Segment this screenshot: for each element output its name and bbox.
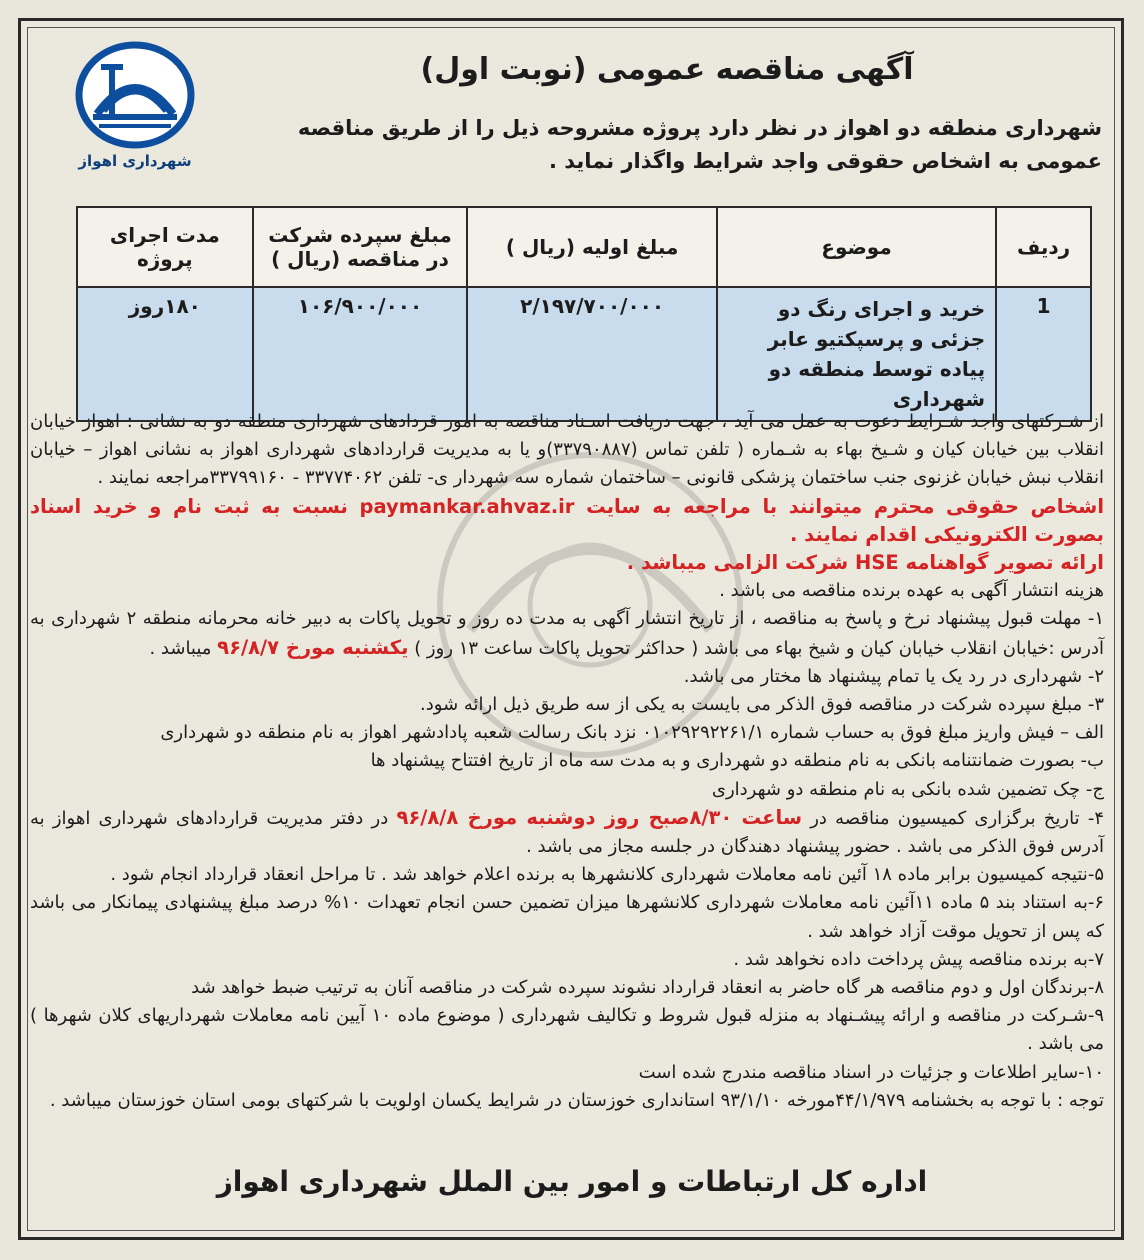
footer-signature: اداره کل ارتباطات و امور بین الملل شهرداری اهواز — [216, 1165, 928, 1198]
notice-body — [30, 408, 1104, 1115]
intro-text: شهرداری منطقه دو اهواز در نظر دارد پروژه مشروحه ذیل را از طریق مناقصه عمومی به اشخاص حقوقی واجد شرایط واگذار نماید . — [297, 116, 1102, 173]
item-6: ۶-به استناد بند ۵ ماده ۱۱آئین نامه معاملات شهرداری کلانشهرها میزان تضمین حسن انجام تعهدات ۱۰% درصد مبلغ پیشنهادی پیمانکار می باشد که پس از تحویل موقت آزاد خواهد شد . — [30, 892, 1105, 942]
item-3-a: الف – فیش واریز مبلغ فوق به حساب شماره ۰۱۰۲۹۲۹۲۲۶۱/۱ نزد بانک رسالت شعبه پادادشهر اهواز به نام منطقه دو شهرداری — [160, 722, 1104, 744]
paragraph-hse-requirement: ارائه تصویر گواهنامه HSE شرکت الزامی میباشد . — [626, 551, 1104, 575]
item-4-session-time: ساعت ۸/۳۰صبح روز دوشنبه مورخ ۹۶/۸/۸ — [396, 805, 802, 829]
page-title: آگهی مناقصه عمومی (نوبت اول) — [420, 52, 914, 87]
item-1-text: ۱- مهلت قبول پیشنهاد نرخ و پاسخ به مناقصه ، از تاریخ انتشار آگهی به مدت ده روز و تحویل پاکات به دبیر خانه محرمانه منطقه ۲ شهرداری به آدرس :خیابان انقلاب خیابان کیان و شیخ بهاء می باشد ( حداکثر تحویل پاکات ساعت ۱۳ روز ) — [30, 608, 1104, 659]
item-8: ۸-برندگان اول و دوم مناقصه هر گاه حاضر به انعقاد قرارداد نشوند سپرده شرکت در مناقصه آنان به ترتیب ضبط خواهد شد — [191, 977, 1104, 999]
cell-subject: خرید و اجرای رنگ دو جزئی و پرسپکتیو عابر پیاده توسط منطقه دو شهرداری — [717, 287, 996, 421]
cell-duration: ۱۸۰روز — [77, 287, 253, 421]
item-1 — [30, 605, 1104, 662]
col-header-subject: موضوع — [717, 207, 996, 287]
logo-caption: شهرداری اهواز — [78, 152, 192, 170]
tender-table — [76, 206, 1092, 422]
item-1-deadline: یکشنبه مورخ ۹۶/۸/۷ — [217, 635, 409, 659]
item-9: ۹-شـرکت در مناقصه و ارائه پیشـنهاد به منزله قبول شروط و تکالیف شهرداری ( موضوع ماده ۱۰ آیین نامه معاملات شهرداریهای کلان شهرها ) می باشد . — [30, 1005, 1104, 1055]
item-5: ۵-نتیجه کمیسیون برابر ماده ۱۸ آئین نامه معاملات شهرداری کلانشهرها به برنده اعلام خواهد شد . تا مراحل انعقاد قرارداد انجام شود . — [110, 864, 1104, 886]
note: توجه : با توجه به بخشنامه ۴۴/۱/۹۷۹مورخه ۹۳/۱/۱۰ استانداری خوزستان در شرایط یکسان اولویت با شرکتهای بومی استان خوزستان میباشد . — [49, 1089, 1104, 1111]
paragraph-cost: هزینه انتشار آگهی به عهده برنده مناقصه می باشد . — [719, 580, 1104, 602]
item-4-end: در دفتر مدیریت قراردادهای شهرداری اهواز به آدرس فوق الذکر می باشد . حضور پیشنهاد دهندگان در جلسه مجاز می باشد . — [30, 807, 1104, 858]
cell-deposit-amount: ۱۰۶/۹۰۰/۰۰۰ — [253, 287, 468, 421]
col-header-deposit-amount: مبلغ سپرده شرکت در مناقصه (ریال ) — [253, 207, 468, 287]
item-4 — [30, 804, 1104, 861]
item-2: ۲- شهرداری در رد یک یا تمام پیشنهاد ها مختار می باشد. — [683, 665, 1104, 687]
cell-row-number: 1 — [996, 287, 1091, 421]
item-3-b: ب- بصورت ضمانتنامه بانکی به نام منطقه دو شهرداری و به مدت سه ماه از تاریخ افتتاح پیشنهاد ها — [370, 750, 1104, 772]
table-row — [77, 287, 1091, 421]
bridge-logo-icon — [75, 40, 195, 150]
paragraph-online-registration: اشخاص حقوقی محترم میتوانند با مراجعه به سایت paymankar.ahvaz.ir نسبت به ثبت نام و خرید اسناد بصورت الکترونیکی اقدام نمایند . — [30, 494, 1105, 546]
item-10: ۱۰-سایر اطلاعات و جزئیات در اسناد مناقصه مندرج شده است — [638, 1061, 1104, 1083]
paragraph-invitation: از شـرکتهای واجد شـرایط دعوت به عمل می آید ، جهت دریافت اسـناد مناقصه به امور قردادهای شهرداری منطقه دو به نشانی : اهواز خیابان انقلاب بین خیابان کیان و شـیخ بهاء به شـماره ( تلفن تماس (۳۳۷۹۰۸۸۷)و یا به مدیریت قراردادهای شهرداری اهواز به نشانی اهواز – خیابان انقلاب نبش خیابان غزنوی جنب ساختمان پزشکی قانونی – ساختمان شماره سه شهردار ی- تلفن ۳۳۷۷۴۰۶۲ - ۳۳۷۹۹۱۶۰مراجعه نمایند . — [30, 411, 1104, 489]
item-3-c: ج- چک تضمین شده بانکی به نام منطقه دو شهرداری — [711, 778, 1104, 800]
col-header-duration: مدت اجرای پروژه — [77, 207, 253, 287]
col-header-row-number: ردیف — [996, 207, 1091, 287]
item-3: ۳- مبلغ سپرده شرکت در مناقصه فوق الذکر می بایست به یکی از سه طریق ذیل ارائه شود. — [420, 694, 1104, 716]
ahvaz-municipality-logo — [60, 40, 210, 180]
item-1-end: میباشد . — [149, 637, 212, 659]
table-header-row — [77, 207, 1091, 287]
item-7: ۷-به برنده مناقصه پیش پرداخت داده نخواهد شد . — [733, 948, 1104, 970]
col-header-initial-amount: مبلغ اولیه (ریال ) — [467, 207, 717, 287]
cell-initial-amount: ۲/۱۹۷/۷۰۰/۰۰۰ — [467, 287, 717, 421]
item-4-text: ۴- تاریخ برگزاری کمیسیون مناقصه در — [810, 807, 1104, 829]
